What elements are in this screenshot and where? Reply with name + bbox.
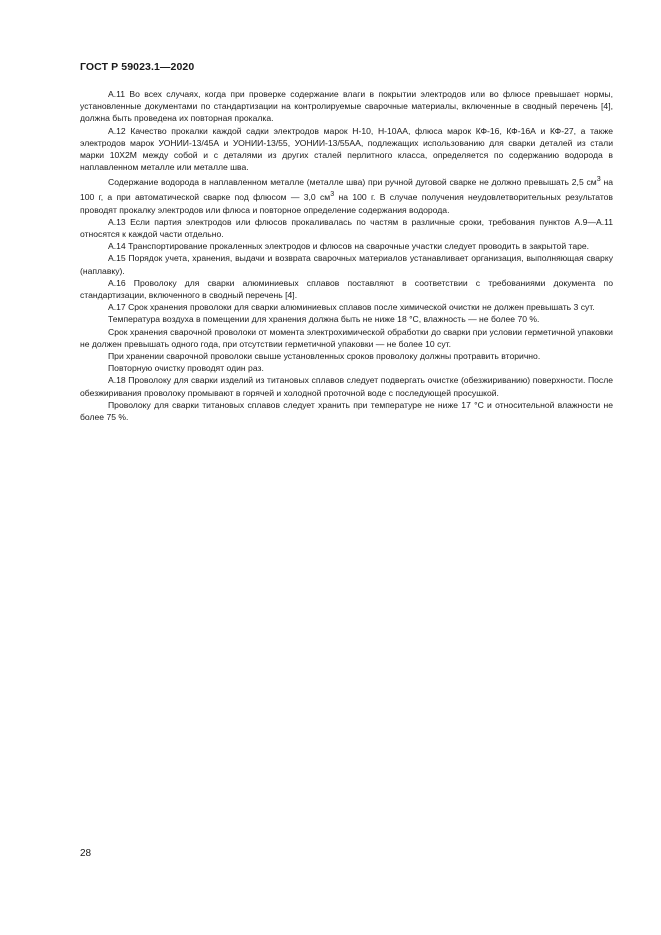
paragraph-a11: А.11 Во всех случаях, когда при проверке содержание влаги в покрытии электродов или во флюсе превышает нормы, установленные документами по стандартизации на контролируемые сварочные материалы, включенные в сводный перечень [4], должна быть проведена их повторная прокалка. xyxy=(80,89,613,124)
paragraph-a13: А.13 Если партия электродов или флюсов прокаливалась по частям в различные сроки, требования пунктов А.9—А.11 относятся к каждой части отдельно. xyxy=(80,216,613,239)
paragraph-a17: А.17 Срок хранения проволоки для сварки алюминиевых сплавов после химической очистки не должен превышать 3 сут. xyxy=(108,302,595,313)
paragraph-re-etching: При хранении сварочной проволоки свыше установленных сроков проволоку должны протравить вторично. xyxy=(108,350,541,361)
paragraph-storage-period: Срок хранения сварочной проволоки от момента электрохимической обработки до сварки при условии герметичной упаковки не должен превышать одного года, при отсутствии герметичной упаковки — не более 10 сут. xyxy=(80,326,613,349)
paragraph-a15: А.15 Порядок учета, хранения, выдачи и возврата сварочных материалов устанавливает организация, выполняющая сварку (наплавку). xyxy=(80,253,613,276)
paragraph-hydrogen-content xyxy=(80,173,613,215)
hydrogen-text-after: на 100 г. В случае получения неудовлетворительных результатов проводят прокалку электродов или флюса и повторное определение содержания водорода. xyxy=(80,192,614,215)
standard-header: ГОСТ Р 59023.1—2020 xyxy=(80,61,195,73)
paragraph-a12: А.12 Качество прокалки каждой садки электродов марок Н-10, Н-10АА, флюса марок КФ-16, КФ-16А и КФ-27, а также электродов марок УОНИИ-13/45А и УОНИИ-13/55, УОНИИ-13/55АА, подлежащих использованию для сварки деталей из стали марки 10Х2М между собой и с деталями из других сталей перлитного класса, определяется по содержанию водорода в наплавленном металле или металле шва. xyxy=(80,125,613,173)
document-body xyxy=(80,88,613,423)
paragraph-titanium-storage: Проволоку для сварки титановых сплавов следует хранить при температуре не ниже 17 °С и относительной влажности не более 75 %. xyxy=(80,399,613,422)
paragraph-a14: А.14 Транспортирование прокаленных электродов и флюсов на сварочные участки следует проводить в закрытой таре. xyxy=(108,241,590,252)
superscript-cubic-2: 3 xyxy=(330,190,335,199)
paragraph-a16: А.16 Проволоку для сварки алюминиевых сплавов поставляют в соответствии с требованиями документа по стандартизации, включенного в сводный перечень [4]. xyxy=(80,277,613,300)
paragraph-storage-temperature: Температура воздуха в помещении для хранения должна быть не ниже 18 °С, влажность — не более 70 %. xyxy=(108,314,540,325)
page-number: 28 xyxy=(80,848,92,859)
paragraph-repeat-cleaning: Повторную очистку проводят один раз. xyxy=(108,363,264,374)
hydrogen-text-before: Содержание водорода в наплавленном металле (металле шва) при ручной дуговой сварке не должно превышать 2,5 см xyxy=(108,177,597,188)
superscript-cubic-1: 3 xyxy=(596,175,601,184)
paragraph-a18: А.18 Проволоку для сварки изделий из титановых сплавов следует подвергать очистке (обезжириванию) поверхности. После обезжиривания проволоку промывают в горячей и холодной проточной воде с последующей просушкой. xyxy=(80,375,613,398)
hydrogen-text-middle: на 100 г, а при автоматической сварке под флюсом — 3,0 см xyxy=(80,177,613,203)
